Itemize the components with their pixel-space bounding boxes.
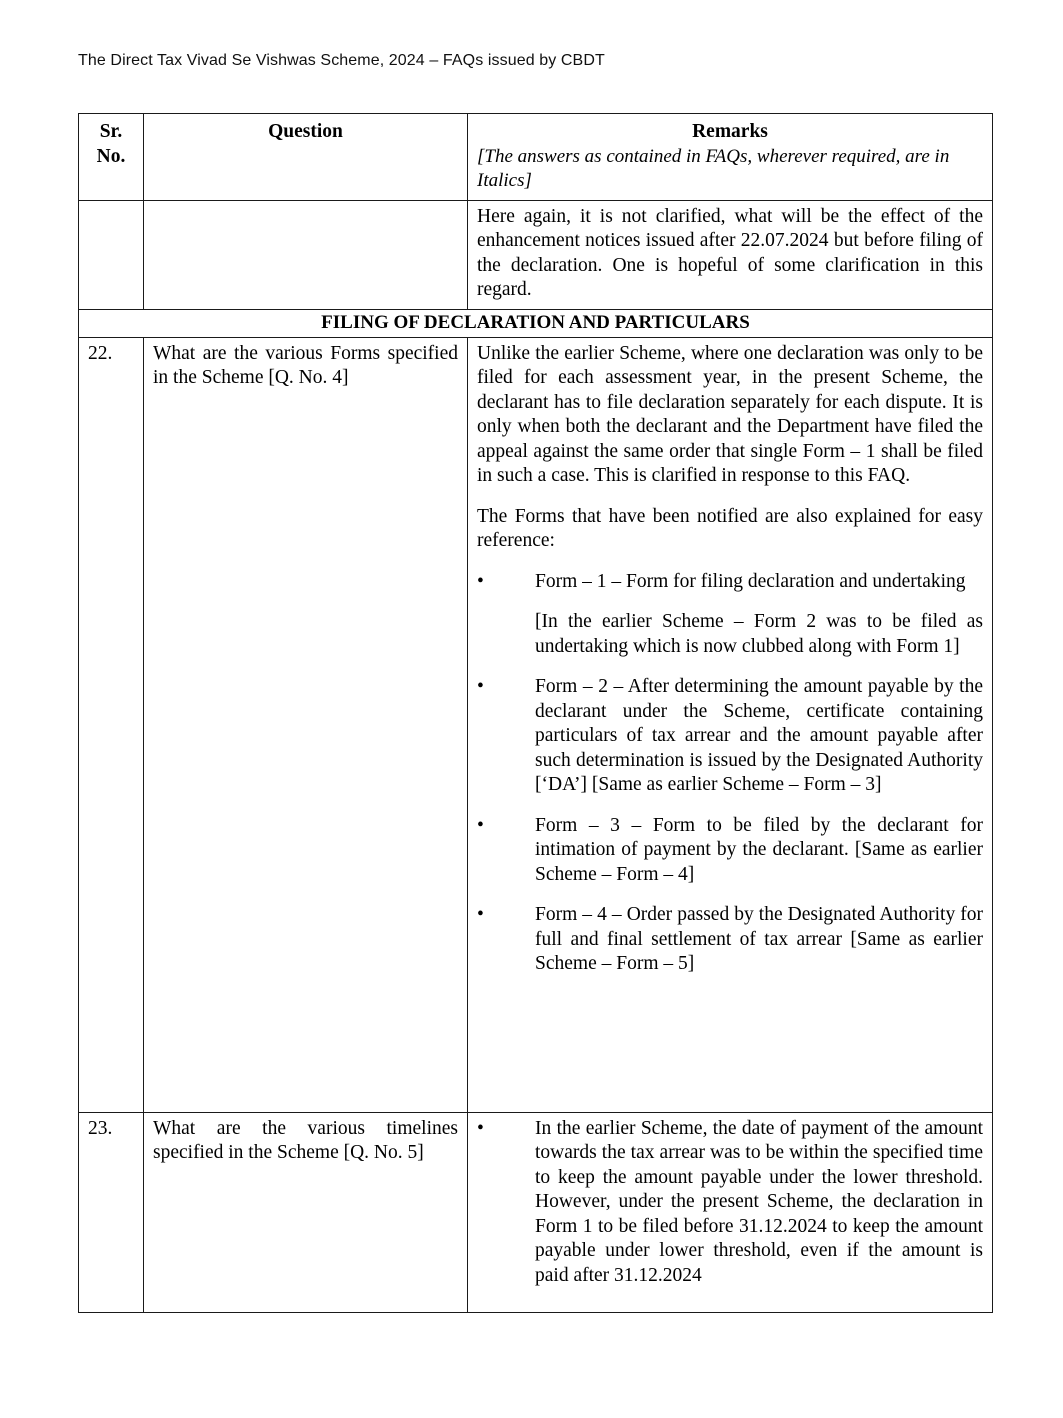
section-header-label: FILING OF DECLARATION AND PARTICULARS [79,309,993,337]
bullet-icon: • [477,676,484,697]
bullet-item [477,903,983,977]
col-header-question-label: Question [268,121,343,142]
cell-remarks [468,1112,993,1312]
cell-question-empty [144,200,468,309]
faq-table [78,113,993,1313]
remarks-paragraph: The Forms that have been notified are also explained for easy reference: [477,505,983,551]
bullet-icon: • [477,814,484,836]
bullet-icon: • [477,904,484,925]
remarks-paragraph: Unlike the earlier Scheme, where one declaration was only to be filed for each assessment year, in the present Scheme, the declarant has to file declaration separately for each dispute. It is only when both the declarant and the Department have filed the appeal against the same order that single Form – 1 shall be filed in such a case. This is clarified in response to this FAQ. [477,342,983,486]
table-row [79,1112,993,1312]
bullet-text: Form – 4 – Order passed by the Designated Authority for full and final settlement of tax arrear [Same as earlier Scheme – Form – 5] [535,904,983,974]
document-title: The Direct Tax Vivad Se Vishwas Scheme, 2024 – FAQs issued by CBDT [78,52,605,69]
table-header-row [79,114,993,201]
col-header-sr-no [79,114,144,201]
bullet-text: In the earlier Scheme, the date of payment of the amount towards the tax arrear was to be within the specified time to keep the amount payable under the lower threshold. However, under the present Scheme, the declaration in Form 1 to be filed before 31.12.2024 to keep the amount payable under lower threshold, even if the amount is paid after 31.12.2024 [535,1117,983,1286]
bullet-text: Form – 1 – Form for filing declaration and undertaking [535,570,966,592]
col-header-remarks-label: Remarks [692,121,768,142]
bullet-item [477,675,983,798]
bullet-text: Form – 3 – Form to be filed by the declarant for intimation of payment by the declarant. [Same as earlier Scheme – Form – 4] [535,814,983,885]
cell-remarks [468,337,993,1112]
continuation-row [79,200,993,309]
cell-sr-no-empty [79,200,144,309]
bullet-icon: • [477,1117,484,1139]
bullet-icon: • [477,570,484,592]
bullet-text: Form – 2 – After determining the amount payable by the declarant under the Scheme, certificate containing particulars of tax arrear and the amount payable after such determination is issued by the Designated Authority [‘DA’] [Same as earlier Scheme – Form – 3] [535,676,983,795]
col-header-sr-no-label: Sr. No. [96,121,126,167]
cell-question: What are the various Forms specified in the Scheme [Q. No. 4] [144,337,468,1112]
table-row [79,337,993,1112]
col-header-remarks [468,114,993,201]
bullet-item [477,1117,983,1289]
cell-sr-no: 23. [79,1112,144,1312]
bullet-sub-paragraph: [In the earlier Scheme – Form 2 was to be filed as undertaking which is now clubbed along with Form 1] [535,611,983,657]
remarks-italics-note: [The answers as contained in FAQs, wherever required, are in Italics] [477,145,950,191]
remarks-paragraph: Here again, it is not clarified, what will be the effect of the enhancement notices issued after 22.07.2024 but before filing of the declaration. One is hopeful of some clarification in this regard. [477,205,983,300]
bullet-item [477,814,983,888]
section-header-row [79,309,993,337]
cell-question: What are the various timelines specified in the Scheme [Q. No. 5] [144,1112,468,1312]
cell-sr-no: 22. [79,337,144,1112]
col-header-question [144,114,468,201]
bullet-item [477,570,983,595]
cell-remarks [468,200,993,309]
